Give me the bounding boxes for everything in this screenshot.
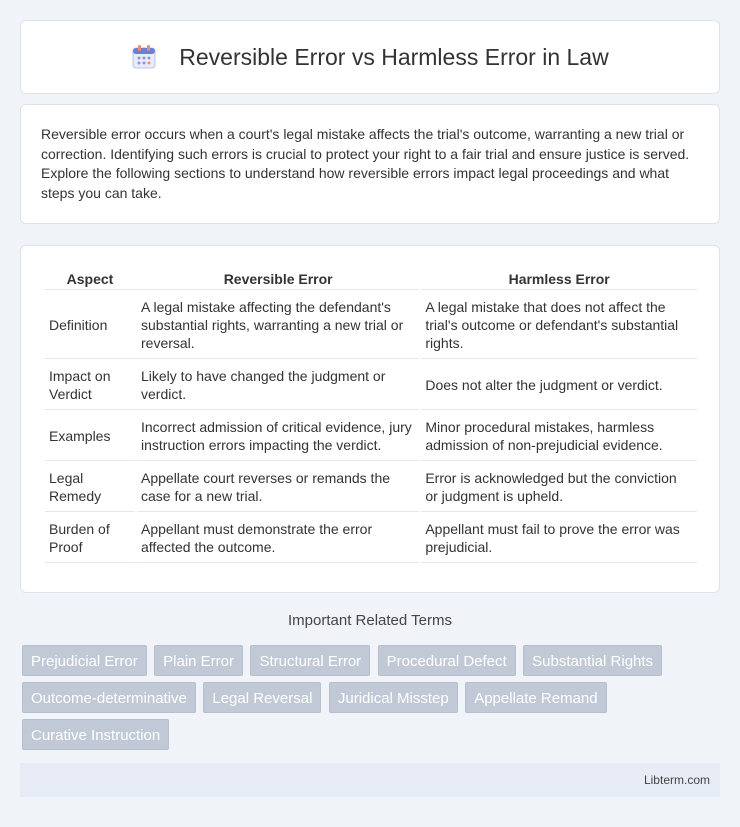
table-cell-reversible: Appellate court reverses or remands the case for a new trial. — [137, 463, 419, 512]
table-cell-harmless: Error is acknowledged but the conviction or judgment is upheld. — [421, 463, 697, 512]
comparison-table-card — [20, 245, 720, 593]
table-row — [45, 292, 697, 359]
table-cell-aspect: Definition — [45, 292, 135, 359]
table-row — [45, 361, 697, 410]
related-terms-title: Important Related Terms — [288, 612, 452, 629]
related-term-tag[interactable]: Prejudicial Error — [22, 645, 147, 676]
table-row — [45, 514, 697, 563]
related-term-tag[interactable]: Plain Error — [154, 645, 243, 676]
comparison-table — [43, 264, 699, 565]
related-term-tag[interactable]: Outcome-determinative — [22, 682, 196, 713]
related-term-tag[interactable]: Appellate Remand — [465, 682, 606, 713]
page-title: Reversible Error vs Harmless Error in Law — [179, 43, 609, 70]
related-term-tag[interactable]: Procedural Defect — [378, 645, 516, 676]
table-cell-aspect: Burden of Proof — [45, 514, 135, 563]
table-row — [45, 412, 697, 461]
calendar-icon — [131, 44, 157, 70]
footer-brand-link[interactable]: Libterm.com — [643, 773, 710, 787]
related-term-tag[interactable]: Legal Reversal — [203, 682, 321, 713]
column-header-reversible: Reversible Error — [137, 266, 419, 290]
related-term-tag[interactable]: Juridical Misstep — [329, 682, 458, 713]
intro-card — [20, 104, 720, 224]
related-term-tag[interactable]: Substantial Rights — [523, 645, 662, 676]
table-cell-reversible: Appellant must demonstrate the error affected the outcome. — [137, 514, 419, 563]
column-header-aspect: Aspect — [45, 266, 135, 290]
related-term-tag[interactable]: Structural Error — [250, 645, 370, 676]
table-cell-harmless: Appellant must fail to prove the error was prejudicial. — [421, 514, 697, 563]
table-row — [45, 463, 697, 512]
footer — [20, 763, 720, 797]
table-cell-reversible: Incorrect admission of critical evidence, jury instruction errors impacting the verdict. — [137, 412, 419, 461]
table-cell-aspect: Examples — [45, 412, 135, 461]
table-cell-harmless: A legal mistake that does not affect the trial's outcome or defendant's substantial rights. — [421, 292, 697, 359]
table-cell-aspect: Impact on Verdict — [45, 361, 135, 410]
related-term-tag[interactable]: Curative Instruction — [22, 719, 169, 750]
column-header-harmless: Harmless Error — [421, 266, 697, 290]
table-cell-aspect: Legal Remedy — [45, 463, 135, 512]
table-cell-harmless: Does not alter the judgment or verdict. — [421, 361, 697, 410]
header-card — [20, 20, 720, 94]
table-cell-reversible: Likely to have changed the judgment or verdict. — [137, 361, 419, 410]
related-terms-list — [22, 645, 722, 756]
table-cell-reversible: A legal mistake affecting the defendant's substantial rights, warranting a new trial or reversal. — [137, 292, 419, 359]
table-header-row — [45, 266, 697, 290]
intro-text: Reversible error occurs when a court's legal mistake affects the trial's outcome, warranting a new trial or correction. Identifying such errors is crucial to protect your right to a fair trial and ensure justice is served. Explore the following sections to understand how reversible errors impact legal proceedings and what steps you can take. — [41, 126, 690, 201]
table-cell-harmless: Minor procedural mistakes, harmless admission of non-prejudicial evidence. — [421, 412, 697, 461]
